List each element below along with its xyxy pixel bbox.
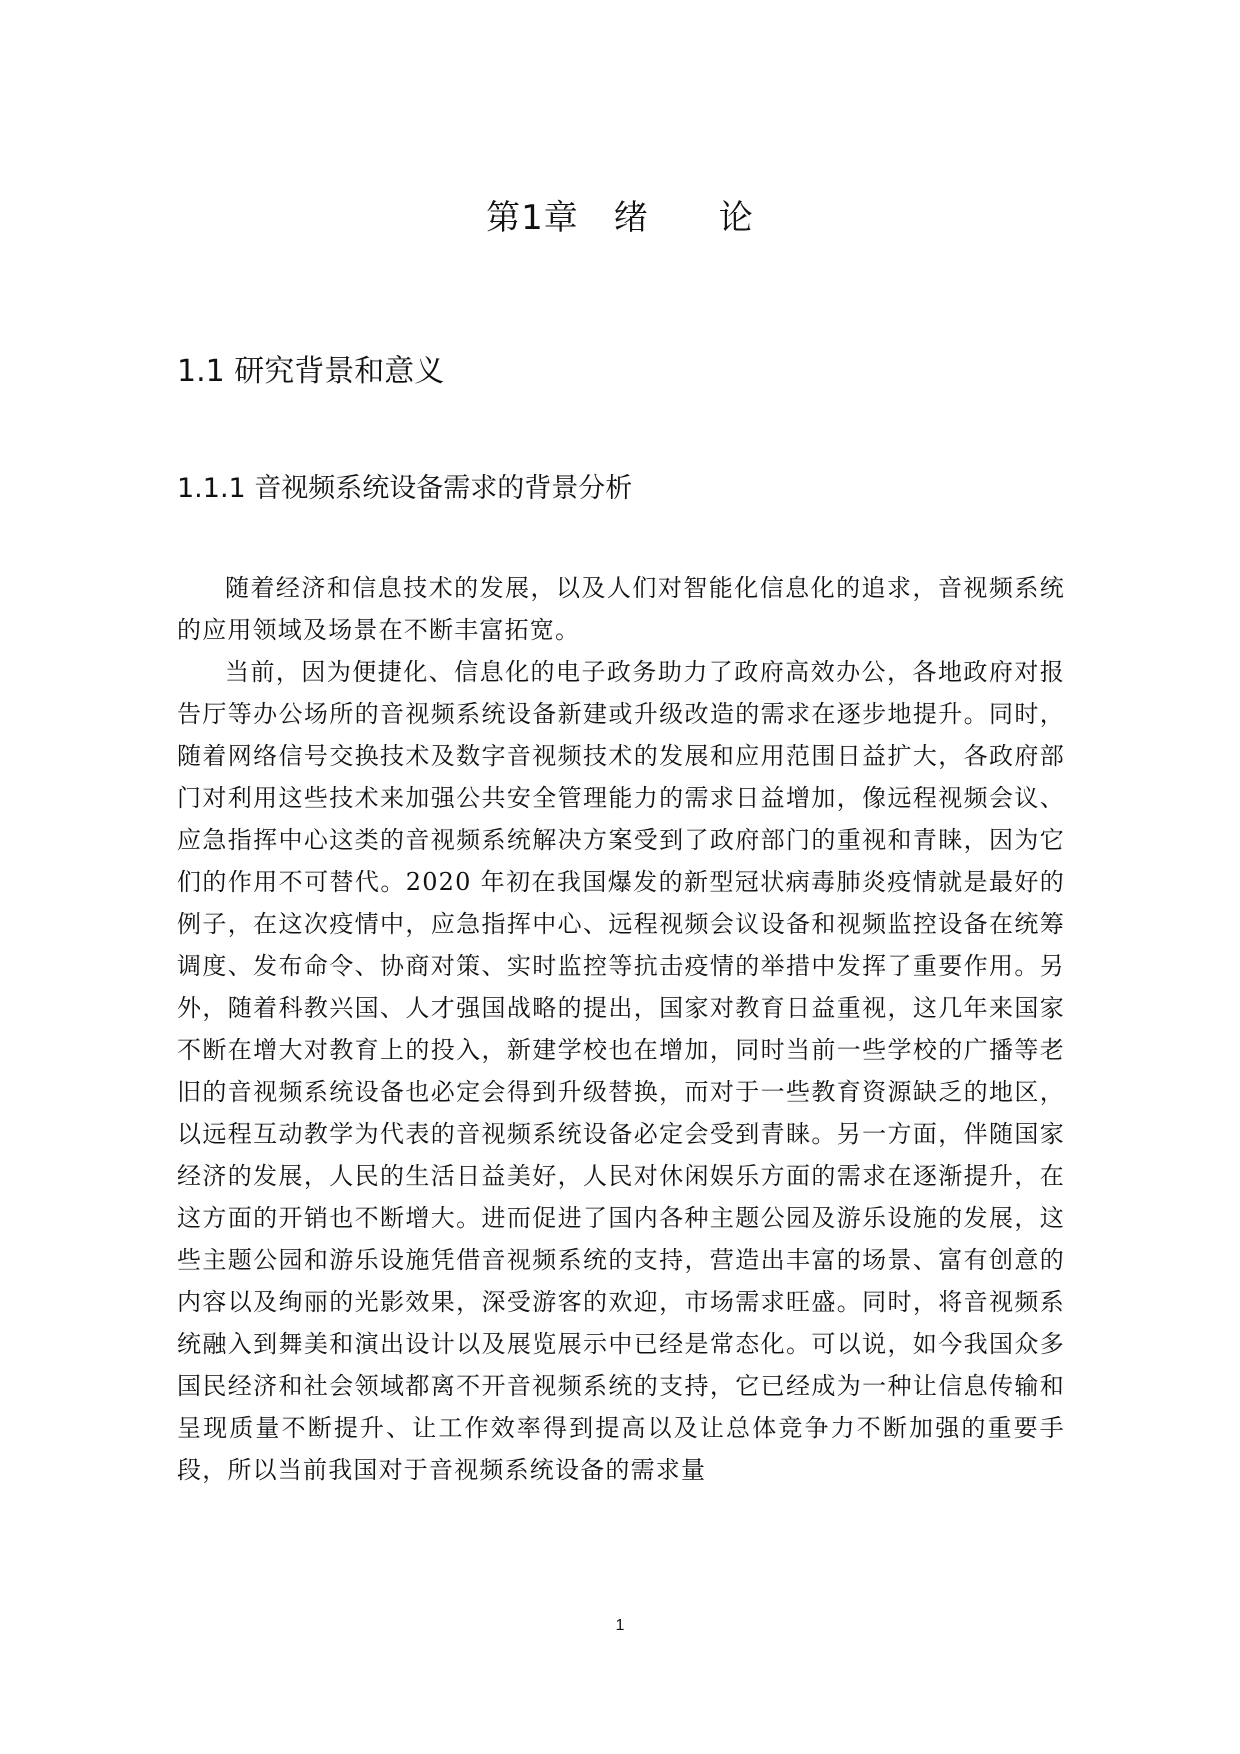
section-heading: 1.1 研究背景和意义	[177, 354, 445, 389]
body-text	[177, 567, 1065, 1491]
chapter-title: 第1章 绪 论	[486, 198, 754, 238]
page-number: 1	[615, 1617, 625, 1634]
paragraph-main: 当前，因为便捷化、信息化的电子政务助力了政府高效办公，各地政府对报告厅等办公场所的音视频系统设备新建或升级改造的需求在逐步地提升。同时，随着网络信号交换技术及数字音视频技术的发展和应用范围日益扩大，各政府部门对利用这些技术来加强公共安全管理能力的需求日益增加，像远程视频会议、应急指挥中心这类的音视频系统解决方案受到了政府部门的重视和青睐，因为它们的作用不可替代。2020 年初在我国爆发的新型冠状病毒肺炎疫情就是最好的例子，在这次疫情中，应急指挥中心、远程视频会议设备和视频监控设备在统筹调度、发布命令、协商对策、实时监控等抗击疫情的举措中发挥了重要作用。另外，随着科教兴国、人才强国战略的提出，国家对教育日益重视，这几年来国家不断在增大对教育上的投入，新建学校也在增加，同时当前一些学校的广播等老旧的音视频系统设备也必定会得到升级替换，而对于一些教育资源缺乏的地区，以远程互动教学为代表的音视频系统设备必定会受到青睐。另一方面，伴随国家经济的发展，人民的生活日益美好，人民对休闲娱乐方面的需求在逐渐提升，在这方面的开销也不断增大。进而促进了国内各种主题公园及游乐设施的发展，这些主题公园和游乐设施凭借音视频系统的支持，营造出丰富的场景、富有创意的内容以及绚丽的光影效果，深受游客的欢迎，市场需求旺盛。同时，将音视频系统融入到舞美和演出设计以及展览展示中已经是常态化。可以说，如今我国众多国民经济和社会领域都离不开音视频系统的支持，它已经成为一种让信息传输和呈现质量不断提升、让工作效率得到提高以及让总体竞争力不断加强的重要手段，所以当前我国对于音视频系统设备的需求量	[177, 658, 1065, 1484]
subsection-heading: 1.1.1 音视频系统设备需求的背景分析	[177, 473, 633, 504]
paragraph-intro: 随着经济和信息技术的发展，以及人们对智能化信息化的追求，音视频系统的应用领域及场景在不断丰富拓宽。	[177, 574, 1065, 644]
